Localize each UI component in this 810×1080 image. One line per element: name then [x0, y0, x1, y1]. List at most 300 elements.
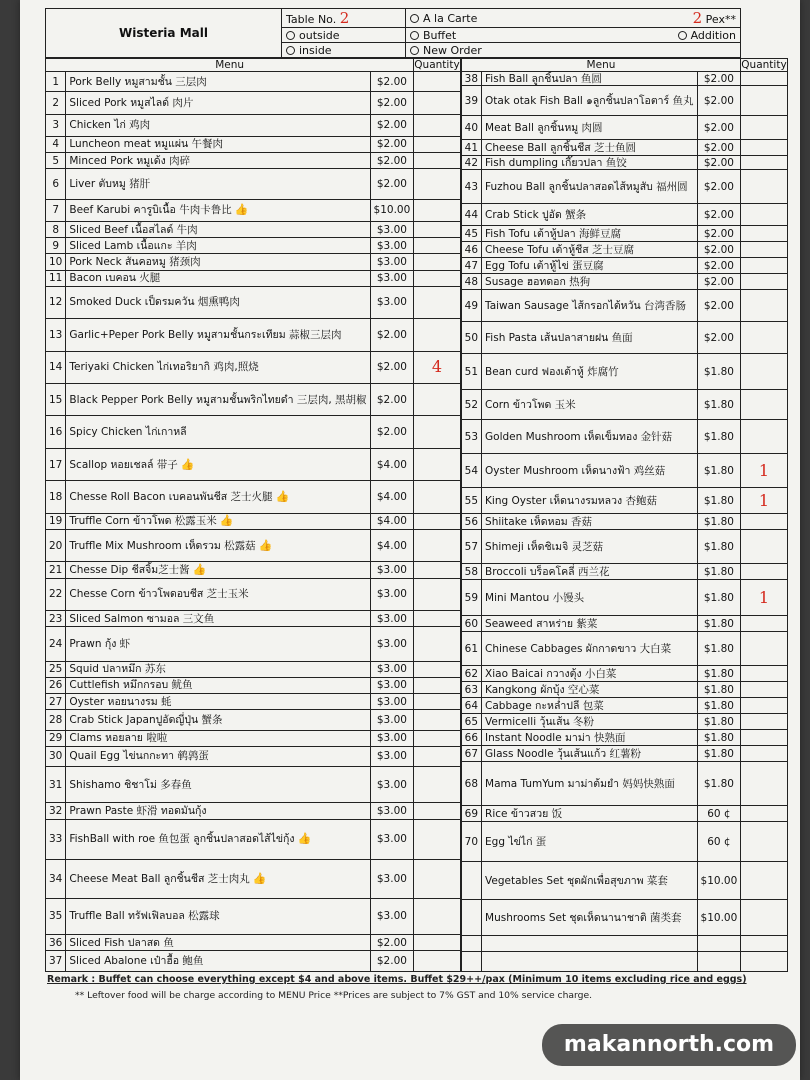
item-quantity[interactable] — [414, 72, 460, 92]
item-price — [697, 454, 741, 488]
item-name-text: Prawn Paste 虾滑 ทอดมันกุ้ง — [69, 805, 207, 818]
item-price-text: $3.00 — [376, 910, 407, 923]
item-name — [482, 156, 698, 170]
item-quantity[interactable] — [741, 762, 787, 806]
item-price — [697, 730, 741, 746]
item-number — [461, 86, 481, 116]
item-price-text: $2.00 — [376, 361, 407, 374]
menu-row — [46, 951, 461, 972]
item-price-text: $3.00 — [376, 637, 407, 650]
menu-row — [461, 258, 787, 274]
menu-row — [461, 274, 787, 290]
item-name — [66, 72, 370, 92]
item-name — [482, 242, 698, 258]
item-name — [66, 661, 370, 677]
item-name-text: Sliced Lamb เนื้อแกะ 羊肉 — [69, 239, 197, 252]
inside-option[interactable] — [282, 43, 406, 58]
item-quantity[interactable] — [741, 170, 787, 204]
item-name — [66, 238, 370, 254]
item-name-text: Instant Noodle มาม่า 快熟面 — [485, 731, 626, 744]
item-number-text: 17 — [49, 458, 63, 471]
item-quantity[interactable] — [741, 354, 787, 390]
item-name — [66, 627, 370, 661]
item-quantity[interactable] — [414, 746, 460, 766]
item-price — [370, 136, 414, 152]
item-quantity[interactable] — [741, 714, 787, 730]
item-name-text: Prawn กุ้ง 虾 — [69, 637, 131, 650]
item-quantity[interactable] — [414, 319, 460, 351]
item-name — [66, 199, 370, 221]
item-number — [461, 632, 481, 666]
item-name — [66, 416, 370, 448]
item-name-text: Crab Stick Japanปูอัดญี่ปุ่น 蟹条 — [69, 713, 223, 726]
thumbs-up-icon: 👍 — [252, 871, 267, 885]
item-name-text: Black Pepper Pork Belly หมูสามชั้นพริกไทยดำ 三层肉, 黑胡椒 — [69, 393, 367, 406]
item-name-text: Pork Belly หมูสามชั้น 三层肉 — [69, 75, 207, 88]
item-name-text: Sliced Abalone เป๋าฮื้อ 鲍鱼 — [69, 955, 204, 968]
item-number-text: 19 — [49, 515, 63, 528]
item-number-text: 45 — [464, 227, 479, 240]
menu-row — [461, 170, 787, 204]
item-quantity[interactable] — [741, 682, 787, 698]
item-number-text: 50 — [464, 331, 479, 344]
menu-row — [461, 420, 787, 454]
menu-row — [46, 860, 461, 899]
item-quantity[interactable] — [741, 806, 787, 822]
item-price-text: $2.00 — [376, 138, 407, 151]
item-quantity[interactable] — [741, 530, 787, 564]
item-name-text: Vegetables Set ชุดผักเพื่อสุขภาพ 菜套 — [485, 874, 668, 887]
menu-row — [46, 169, 461, 199]
item-number-text: 59 — [464, 591, 479, 604]
item-quantity[interactable] — [741, 290, 787, 322]
item-quantity[interactable] — [414, 92, 460, 114]
inside-label: inside — [299, 43, 332, 57]
item-name — [66, 677, 370, 693]
item-quantity[interactable] — [741, 116, 787, 140]
item-price-text: $2.00 — [703, 72, 734, 85]
item-price — [370, 169, 414, 199]
menu-row — [461, 936, 787, 952]
item-price-text: $3.00 — [376, 713, 407, 726]
item-name — [482, 454, 698, 488]
addition-label: Addition — [690, 28, 736, 42]
item-price-text: 60 ¢ — [707, 835, 731, 848]
menu-header: Menu — [46, 59, 414, 72]
item-number — [461, 242, 481, 258]
item-quantity[interactable] — [741, 580, 787, 616]
item-price — [370, 513, 414, 529]
item-name — [66, 221, 370, 237]
item-quantity[interactable] — [414, 416, 460, 448]
item-name — [66, 169, 370, 199]
item-name-text: Egg Tofu เต้าหู้ไข่ 蛋豆腐 — [485, 259, 604, 272]
item-name-text: Fish dumpling เกี๊ยวปลา 鱼饺 — [485, 156, 627, 169]
item-name-text: Fish Pasta เส้นปลาสายฝน 鱼面 — [485, 331, 633, 344]
menu-row — [461, 806, 787, 822]
item-quantity[interactable] — [741, 730, 787, 746]
item-number — [46, 351, 66, 383]
item-price — [370, 254, 414, 270]
item-quantity[interactable] — [741, 616, 787, 632]
item-name-text: Kangkong ผักบุ้ง 空心菜 — [485, 683, 600, 696]
item-quantity[interactable] — [414, 627, 460, 661]
item-number-text: 30 — [49, 750, 63, 763]
item-name-text: Luncheon meat หมูแผ่น 午餐肉 — [69, 138, 224, 151]
item-price-text: $4.00 — [376, 539, 407, 552]
item-quantity[interactable] — [414, 730, 460, 746]
item-quantity[interactable] — [741, 488, 787, 514]
item-quantity[interactable] — [741, 936, 787, 952]
item-name-text: Shimeji เห็ดชิเมจิ 灵芝菇 — [485, 540, 604, 553]
item-price — [370, 529, 414, 561]
item-name — [482, 514, 698, 530]
item-quantity[interactable] — [741, 900, 787, 936]
item-quantity[interactable] — [414, 766, 460, 802]
item-price-text: $1.80 — [703, 494, 734, 507]
item-price-text: $4.00 — [376, 515, 407, 528]
menu-row — [461, 580, 787, 616]
item-name — [66, 448, 370, 480]
item-price-text: $1.80 — [703, 591, 734, 604]
item-name — [66, 92, 370, 114]
item-number-text: 32 — [49, 805, 63, 818]
item-name-text: Xiao Baicai กวางตุ้ง 小白菜 — [485, 667, 617, 680]
thumbs-up-icon: 👍 — [234, 203, 249, 217]
menu-row — [461, 156, 787, 170]
item-price-text: $1.80 — [703, 365, 734, 378]
item-quantity[interactable] — [741, 420, 787, 454]
item-quantity[interactable] — [414, 286, 460, 318]
pax-value: 2 — [692, 9, 703, 27]
item-name-text: Cheese Meat Ball ลูกชิ้นชีส 芝士肉丸 — [69, 872, 250, 885]
item-quantity[interactable] — [741, 226, 787, 242]
item-price-text: $3.00 — [376, 588, 407, 601]
item-number-text: 10 — [49, 255, 63, 268]
item-number-text: 38 — [464, 72, 479, 85]
item-quantity[interactable] — [741, 952, 787, 972]
item-price — [370, 286, 414, 318]
item-name-text: Teriyaki Chicken ไก่เทอริยากิ 鸡肉,照烧 — [69, 361, 259, 374]
buffet-label: Buffet — [423, 28, 457, 42]
outside-label: outside — [299, 28, 340, 42]
new-order-option[interactable] — [406, 43, 741, 58]
item-number — [46, 513, 66, 529]
radio-circle-icon — [410, 46, 419, 55]
item-quantity[interactable] — [414, 199, 460, 221]
item-name-text: Shiitake เห็ดหอม 香菇 — [485, 515, 593, 528]
menu-row — [461, 666, 787, 682]
item-quantity[interactable] — [741, 242, 787, 258]
item-number-text: 35 — [49, 910, 63, 923]
item-number-text: 9 — [52, 239, 60, 252]
item-quantity-text: 4 — [431, 357, 443, 377]
item-name-text: Squid ปลาหมึก 苏东 — [69, 663, 166, 676]
item-price-text: $2.00 — [703, 227, 734, 240]
menu-row — [46, 286, 461, 318]
item-quantity[interactable] — [414, 677, 460, 693]
menu-row — [46, 351, 461, 383]
item-quantity[interactable] — [414, 513, 460, 529]
item-name — [482, 762, 698, 806]
menu-row — [46, 898, 461, 934]
item-quantity[interactable] — [741, 666, 787, 682]
menu-row — [461, 632, 787, 666]
addition-option[interactable] — [606, 28, 741, 43]
item-price — [370, 72, 414, 92]
item-price — [697, 714, 741, 730]
buffet-remark: Remark : Buffet can choose everything except $4 and above items. Buffet $29++/pax (Minimum 10 items excluding rice and eggs) — [47, 974, 747, 985]
item-quantity[interactable] — [741, 322, 787, 354]
item-number — [46, 114, 66, 136]
item-quantity[interactable] — [741, 86, 787, 116]
item-quantity[interactable] — [414, 529, 460, 561]
item-number — [46, 677, 66, 693]
item-number — [46, 221, 66, 237]
item-quantity[interactable] — [414, 610, 460, 626]
item-number — [461, 72, 481, 86]
item-quantity[interactable] — [414, 951, 460, 972]
item-quantity[interactable] — [741, 698, 787, 714]
item-price — [370, 448, 414, 480]
item-price-text: $2.00 — [376, 177, 407, 190]
item-quantity[interactable] — [741, 454, 787, 488]
item-price — [370, 481, 414, 513]
item-number — [46, 384, 66, 416]
item-quantity[interactable] — [741, 862, 787, 900]
item-number — [461, 322, 481, 354]
item-price — [370, 610, 414, 626]
thumbs-up-icon: 👍 — [297, 832, 312, 846]
item-name — [66, 730, 370, 746]
item-quantity-text: 1 — [758, 490, 770, 510]
item-name — [482, 632, 698, 666]
menu-row — [46, 803, 461, 819]
item-number — [46, 319, 66, 351]
table-no-cell — [282, 9, 406, 28]
item-name — [66, 694, 370, 710]
item-price-text: $3.00 — [376, 255, 407, 268]
item-quantity[interactable] — [414, 803, 460, 819]
item-price — [697, 204, 741, 226]
item-price — [697, 682, 741, 698]
item-quantity[interactable] — [414, 898, 460, 934]
item-quantity[interactable] — [414, 481, 460, 513]
item-quantity[interactable] — [741, 258, 787, 274]
item-quantity[interactable] — [741, 274, 787, 290]
item-number-text: 53 — [464, 430, 479, 443]
item-price-text: $2.00 — [376, 119, 407, 132]
item-number — [461, 488, 481, 514]
item-number-text: 16 — [49, 426, 63, 439]
item-name — [482, 226, 698, 242]
item-name — [482, 204, 698, 226]
item-name — [66, 803, 370, 819]
item-price — [370, 114, 414, 136]
item-price — [370, 898, 414, 934]
item-price-text: $1.80 — [703, 667, 734, 680]
item-number — [46, 610, 66, 626]
item-quantity[interactable] — [741, 72, 787, 86]
item-quantity[interactable] — [414, 114, 460, 136]
item-number — [46, 710, 66, 730]
item-quantity[interactable] — [414, 578, 460, 610]
item-name-text: Shishamo ชิชาโม่ 多春鱼 — [69, 778, 192, 791]
right-menu-table — [461, 58, 788, 972]
item-number — [461, 806, 481, 822]
item-name-text: Mushrooms Set ชุดเห็ดนานาชาติ 菌类套 — [485, 911, 682, 924]
item-price-text: $3.00 — [376, 778, 407, 791]
item-quantity[interactable] — [741, 564, 787, 580]
item-number — [461, 682, 481, 698]
item-quantity[interactable] — [741, 632, 787, 666]
item-number — [461, 420, 481, 454]
item-name — [66, 114, 370, 136]
item-number-text: 39 — [464, 94, 479, 107]
item-name — [482, 714, 698, 730]
item-name-text: Vermicelli วุ้นเส้น 冬粉 — [485, 715, 595, 728]
item-price — [697, 420, 741, 454]
item-name — [482, 580, 698, 616]
item-quantity[interactable] — [414, 221, 460, 237]
item-price — [370, 661, 414, 677]
item-name — [482, 72, 698, 86]
item-quantity[interactable] — [414, 270, 460, 286]
item-quantity[interactable] — [414, 238, 460, 254]
item-quantity[interactable] — [414, 136, 460, 152]
item-price — [370, 199, 414, 221]
item-name-text: Otak otak Fish Ball ๑ลูกชิ้นปลาโอตาร์ 鱼丸 — [485, 94, 694, 107]
menu-row — [461, 698, 787, 714]
item-quantity[interactable] — [414, 860, 460, 899]
item-number-text: 20 — [49, 539, 63, 552]
item-number-text: 5 — [52, 154, 60, 167]
item-price-text: $1.80 — [703, 715, 734, 728]
left-menu-table — [45, 58, 461, 972]
item-price — [370, 627, 414, 661]
item-price-text: $10.00 — [700, 874, 738, 887]
item-quantity[interactable] — [741, 514, 787, 530]
item-name — [66, 766, 370, 802]
menu-row — [461, 616, 787, 632]
a-la-carte-option[interactable] — [406, 9, 606, 28]
item-name-text: Crab Stick ปูอัด 蟹条 — [485, 208, 587, 221]
item-name-text: Beef Karubi คารูบิเนื้อ 牛肉卡鲁比 — [69, 204, 232, 217]
item-quantity[interactable] — [741, 746, 787, 762]
item-quantity[interactable] — [414, 694, 460, 710]
item-quantity[interactable] — [414, 384, 460, 416]
item-name-text: Truffle Corn ข้าวโพด 松露玉米 — [69, 515, 217, 528]
item-number-text: 63 — [464, 683, 479, 696]
item-quantity[interactable] — [414, 254, 460, 270]
item-quantity-text: 1 — [758, 460, 770, 480]
item-price-text: $2.00 — [703, 275, 734, 288]
item-price — [697, 952, 741, 972]
item-name-text: Clams หอยลาย 啦啦 — [69, 732, 168, 745]
item-number-text: 1 — [52, 75, 60, 88]
item-quantity[interactable] — [741, 390, 787, 420]
item-number-text: 13 — [49, 328, 63, 341]
item-quantity[interactable] — [414, 169, 460, 199]
item-name — [482, 936, 698, 952]
item-quantity[interactable] — [414, 935, 460, 951]
item-price-text: $2.00 — [703, 141, 734, 154]
item-number-text: 24 — [49, 637, 63, 650]
item-price — [370, 951, 414, 972]
item-number-text: 22 — [49, 588, 63, 601]
item-number-text: 29 — [49, 732, 63, 745]
item-quantity[interactable] — [414, 819, 460, 860]
item-quantity[interactable] — [414, 562, 460, 578]
item-name — [66, 935, 370, 951]
menu-row — [46, 661, 461, 677]
item-number-text: 34 — [49, 872, 63, 885]
item-number-text: 41 — [464, 141, 479, 154]
menu-row — [461, 116, 787, 140]
item-quantity[interactable] — [414, 710, 460, 730]
item-name — [482, 86, 698, 116]
menu-row — [46, 92, 461, 114]
menu-row — [46, 766, 461, 802]
buffet-option[interactable] — [406, 28, 606, 43]
item-number — [46, 270, 66, 286]
item-number — [461, 580, 481, 616]
item-price — [697, 86, 741, 116]
item-price-text: $1.80 — [703, 617, 734, 630]
item-quantity[interactable] — [741, 156, 787, 170]
menu-row — [461, 242, 787, 258]
item-quantity[interactable] — [741, 822, 787, 862]
item-name-text: Oyster หอยนางรม 蚝 — [69, 695, 172, 708]
item-price — [697, 258, 741, 274]
item-quantity[interactable] — [414, 448, 460, 480]
menu-row — [46, 710, 461, 730]
item-price — [697, 140, 741, 156]
item-name — [482, 170, 698, 204]
item-number-text: 67 — [464, 747, 479, 760]
item-price — [697, 226, 741, 242]
item-price — [697, 488, 741, 514]
menu-row — [461, 822, 787, 862]
menu-row — [461, 488, 787, 514]
item-price-text: $1.80 — [703, 515, 734, 528]
item-quantity[interactable] — [414, 351, 460, 383]
item-quantity[interactable] — [414, 153, 460, 169]
item-quantity[interactable] — [414, 661, 460, 677]
item-name — [482, 862, 698, 900]
item-quantity[interactable] — [741, 204, 787, 226]
item-number — [46, 199, 66, 221]
item-number-text: 15 — [49, 393, 63, 406]
item-price — [697, 746, 741, 762]
thumbs-up-icon: 👍 — [219, 514, 234, 528]
item-name-text: Quail Egg ไข่นกกะทา 鹌鹑蛋 — [69, 750, 209, 763]
item-number-text: 43 — [464, 180, 479, 193]
item-quantity[interactable] — [741, 140, 787, 156]
item-name-text: Fuzhou Ball ลูกชิ้นปลาสอดไส้หมูสับ 福州圆 — [485, 180, 688, 193]
item-name-text: Egg ไข่ไก่ 蛋 — [485, 835, 547, 848]
item-number — [461, 616, 481, 632]
outside-option[interactable] — [282, 28, 406, 43]
item-number-text: 52 — [464, 398, 479, 411]
item-number — [46, 935, 66, 951]
item-price — [697, 936, 741, 952]
menu-row — [461, 952, 787, 972]
item-price-text: $3.00 — [376, 805, 407, 818]
item-name — [66, 529, 370, 561]
item-number-text: 64 — [464, 699, 479, 712]
item-price-text: $2.00 — [376, 393, 407, 406]
